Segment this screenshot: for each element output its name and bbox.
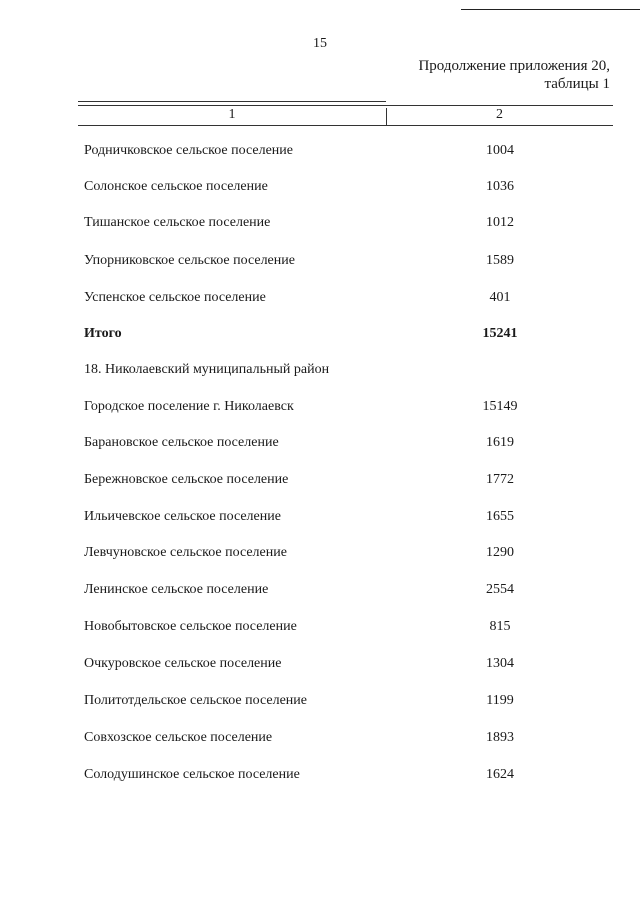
continuation-line-1: Продолжение приложения 20,	[418, 58, 610, 74]
table-row	[0, 767, 640, 789]
header-rule-bottom	[78, 125, 613, 126]
row-value: 1199	[486, 693, 514, 708]
row-value: 1772	[486, 472, 514, 487]
column-header-1: 1	[228, 107, 236, 122]
table-row	[0, 693, 640, 715]
row-name: Упорниковское сельское поселение	[84, 253, 295, 268]
row-value: 1004	[486, 143, 514, 158]
table-row	[0, 399, 640, 421]
table-row	[0, 730, 640, 752]
row-value: 1012	[486, 215, 514, 230]
header-rule-top	[78, 101, 386, 102]
row-name: Солонское сельское поселение	[84, 179, 268, 194]
row-name: Совхозское сельское поселение	[84, 730, 273, 745]
row-value: 1304	[486, 656, 514, 671]
row-name: Успенское сельское поселение	[84, 290, 266, 305]
column-header-2: 2	[496, 107, 503, 122]
total-row	[0, 326, 640, 348]
row-name: Ильичевское сельское поселение	[84, 509, 281, 524]
row-value: 2554	[486, 582, 514, 597]
row-value: 401	[489, 290, 511, 305]
row-name: Очкуровское сельское поселение	[84, 656, 282, 671]
table-header	[78, 101, 613, 125]
row-name: Ленинское сельское поселение	[84, 582, 269, 597]
row-name: Солодушинское сельское поселение	[84, 767, 300, 782]
table-row	[0, 179, 640, 201]
row-value: 1655	[486, 509, 514, 524]
table-row	[0, 290, 640, 312]
page-number: 15	[313, 36, 327, 51]
row-name: Политотдельское сельское поселение	[84, 693, 307, 708]
table-row	[0, 656, 640, 678]
row-value: 15149	[482, 399, 518, 414]
continuation-note	[418, 57, 610, 93]
row-name: Новобытовское сельское поселение	[84, 619, 297, 634]
total-label: Итого	[84, 326, 122, 341]
continuation-line-2: таблицы 1	[544, 76, 610, 92]
section-heading: 18. Николаевский муниципальный район	[84, 362, 330, 377]
table-row	[0, 143, 640, 165]
row-name: Барановское сельское поселение	[84, 435, 279, 450]
total-value: 15241	[482, 326, 518, 341]
table-row	[0, 215, 640, 237]
table-row	[0, 253, 640, 275]
top-rule	[461, 9, 640, 10]
table-row	[0, 545, 640, 567]
row-value: 1893	[486, 730, 514, 745]
row-value: 1589	[486, 253, 514, 268]
table-row	[0, 435, 640, 457]
row-name: Левчуновское сельское поселение	[84, 545, 287, 560]
row-value: 1619	[486, 435, 514, 450]
row-name: Городское поселение г. Николаевск	[84, 399, 294, 414]
row-value: 1624	[486, 767, 514, 782]
row-value: 815	[489, 619, 511, 634]
table-row	[0, 619, 640, 641]
section-heading-row	[0, 362, 640, 384]
table-row	[0, 509, 640, 531]
table-row	[0, 472, 640, 494]
row-value: 1290	[486, 545, 514, 560]
row-name: Родничковское сельское поселение	[84, 143, 293, 158]
table-row	[0, 582, 640, 604]
header-rule-second	[78, 105, 613, 106]
row-value: 1036	[486, 179, 514, 194]
row-name: Бережновское сельское поселение	[84, 472, 289, 487]
row-name: Тишанское сельское поселение	[84, 215, 271, 230]
